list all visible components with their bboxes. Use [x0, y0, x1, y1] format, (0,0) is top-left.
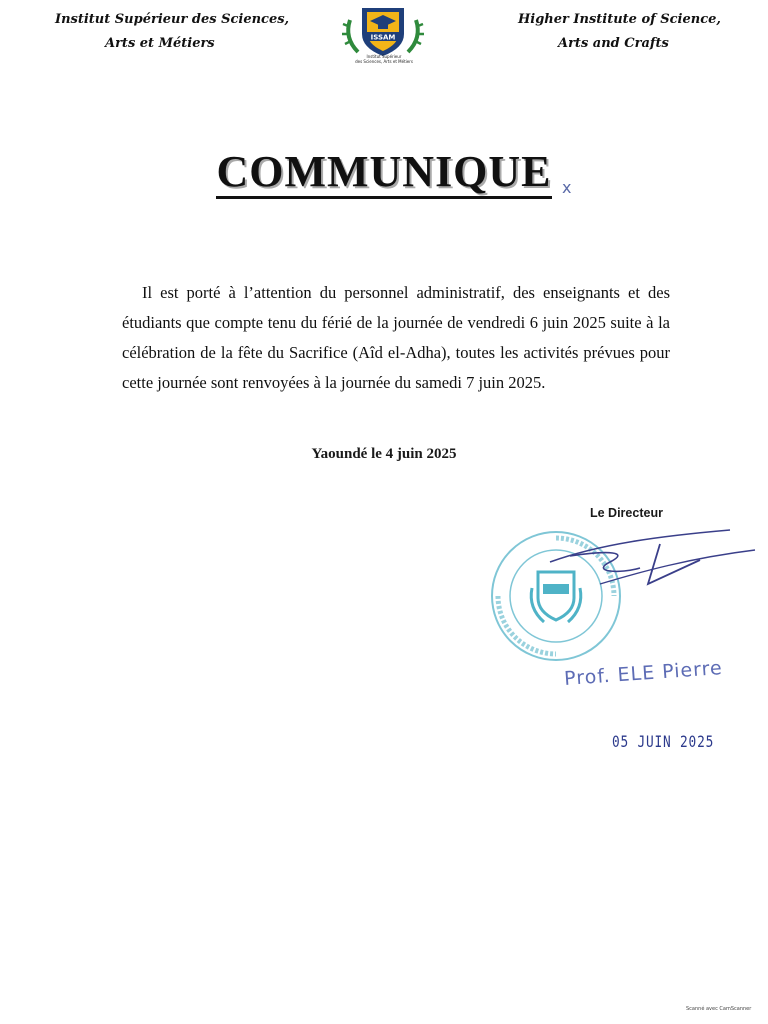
place-and-date: Yaoundé le 4 juin 2025 [311, 446, 457, 462]
institution-name-en-line2: Arts and Crafts [558, 36, 669, 51]
director-name-stamp: Prof. ELE Pierre [563, 656, 724, 690]
document-title-text: COMMUNIQUE [216, 150, 551, 199]
institution-name-en [518, 8, 758, 56]
communique-body: Il est porté à l’attention du personnel administratif, des enseignants et des étudiants que compte tenu du férié de la journée de vendredi 6 juin 2025 suite à la célébration de la fête du Sacrifice (Aîd el-Adha), toutes les activités prévues pour cette journée sont renvoyées à la journée du samedi 7 juin 2025. [122, 283, 670, 392]
institution-name-fr [55, 8, 295, 56]
document-title [0, 147, 768, 199]
received-date-stamp: 05 JUIN 2025 [612, 732, 715, 751]
handwritten-mark: x [562, 178, 572, 197]
logo-caption [334, 54, 434, 64]
institution-name-en-line1: Higher Institute of Science, [518, 12, 721, 27]
scanner-watermark: Scanné avec CamScanner [686, 1006, 752, 1012]
logo-wordmark: ISSAM [370, 33, 396, 42]
institution-name-fr-line1: Institut Supérieur des Sciences, [55, 12, 290, 27]
director-signature [540, 522, 760, 602]
logo-caption-line1: Institut Supérieur [366, 54, 402, 59]
institution-name-fr-line2: Arts et Métiers [105, 36, 215, 51]
signatory-title: Le Directeur [590, 506, 663, 520]
logo-caption-line2: des Sciences, Arts et Métiers [355, 59, 413, 64]
